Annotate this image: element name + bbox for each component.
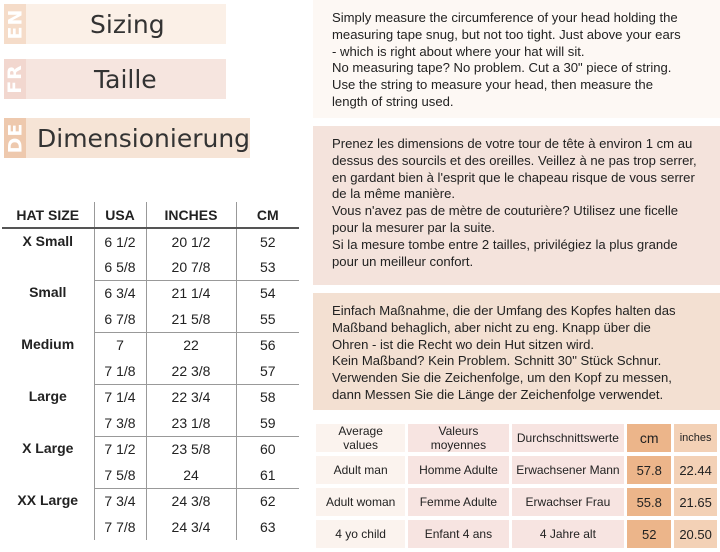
inches-value: 23 1/8 — [146, 410, 236, 436]
usa-value: 6 1/2 — [94, 228, 146, 254]
header-inches: inches — [674, 424, 717, 452]
usa-value: 7 3/4 — [94, 488, 146, 514]
usa-value: 6 3/4 — [94, 280, 146, 306]
instruction-line: length of string used. — [332, 93, 454, 109]
inches-value: 22 — [146, 332, 236, 358]
label-de: Erwachsener Mann — [512, 456, 625, 484]
label-fr: Femme Adulte — [408, 488, 508, 516]
header-cm: CM — [236, 202, 299, 228]
header-inches: INCHES — [146, 202, 236, 228]
instruction-line: Use the string to measure your head, then measure the — [332, 77, 653, 93]
table-row — [2, 384, 299, 410]
instructions-fr — [313, 126, 720, 285]
usa-value: 6 7/8 — [94, 306, 146, 332]
average-header-row — [316, 424, 717, 452]
instruction-line: Kein Maßband? Kein Problem. Schnitt 30" Stück Schnur. — [332, 353, 662, 369]
value-cm: 52 — [627, 520, 671, 548]
lang-title-en: Sizing — [26, 4, 226, 44]
usa-value: 7 — [94, 332, 146, 358]
table-row — [2, 280, 299, 306]
table-row — [2, 228, 299, 254]
instruction-line: dann Messen Sie die Länge der Zeichenfolge verwendet. — [332, 386, 664, 402]
cm-value: 57 — [236, 358, 299, 384]
instruction-line: Prenez les dimensions de votre tour de tête à environ 1 cm au — [332, 136, 693, 151]
inches-value: 22 3/4 — [146, 384, 236, 410]
inches-value: 24 3/4 — [146, 514, 236, 540]
instruction-line: Verwenden Sie die Zeichenfolge, um den Kopf zu messen, — [332, 370, 672, 386]
table-row — [316, 456, 717, 484]
lang-title-fr: Taille — [26, 59, 226, 99]
header-usa: USA — [94, 202, 146, 228]
inches-value: 24 — [146, 462, 236, 488]
size-label: X Small — [2, 228, 94, 280]
header-hat-size: HAT SIZE — [2, 202, 94, 228]
average-values-table — [313, 420, 720, 552]
size-label: XX Large — [2, 488, 94, 540]
value-inches: 22.44 — [674, 456, 717, 484]
cm-value: 60 — [259, 441, 276, 458]
label-en: 4 yo child — [316, 520, 405, 548]
size-label: Small — [2, 280, 94, 332]
usa-value: 7 1/2 — [94, 436, 146, 462]
instruction-line: Maßband behaglich, aber nicht zu eng. Knapp über die — [332, 319, 651, 335]
size-table-header-row — [2, 202, 299, 228]
cm-value: 58 — [259, 389, 276, 406]
cm-value: 59 — [236, 410, 299, 436]
cm-value: 53 — [236, 254, 299, 280]
size-label: Medium — [2, 332, 94, 384]
usa-value: 7 1/4 — [94, 384, 146, 410]
instruction-line: - which is right about where your hat will sit. — [332, 43, 585, 59]
instruction-line: dessus des sourcils et des oreilles. Veillez à ne pas trop serrer, — [332, 152, 697, 168]
instruction-line: Simply measure the circumference of your head holding the — [332, 10, 678, 25]
lang-header-en — [4, 4, 226, 44]
lang-header-fr — [4, 59, 226, 99]
instruction-line: Vous n'avez pas de mètre de couturière? Utilisez une ficelle — [332, 203, 679, 219]
usa-value: 7 1/8 — [94, 358, 146, 384]
inches-value: 23 5/8 — [146, 436, 236, 462]
instruction-line: de la même manière. — [332, 186, 455, 202]
lang-title-de: Dimensionierung — [26, 118, 250, 158]
header-average-values: Average values — [316, 424, 405, 452]
inches-value: 24 3/8 — [146, 488, 236, 514]
table-row — [316, 488, 717, 516]
instruction-line: No measuring tape? No problem. Cut a 30" piece of string. — [332, 60, 672, 76]
cm-value: 52 — [259, 233, 276, 250]
usa-value: 6 5/8 — [94, 254, 146, 280]
header-durchschnittswerte: Durchschnittswerte — [512, 424, 625, 452]
size-label: Large — [2, 384, 94, 436]
instruction-line: Si la mesure tombe entre 2 tailles, privilégiez la plus grande — [332, 236, 678, 252]
label-de: Erwachser Frau — [512, 488, 625, 516]
instructions-en — [313, 0, 720, 118]
usa-value: 7 3/8 — [94, 410, 146, 436]
instruction-line: en gardant bien à l'esprit que le chapeau risque de vous serrer — [332, 169, 695, 185]
label-fr: Enfant 4 ans — [408, 520, 508, 548]
instruction-line: pour la mesurer par la suite. — [332, 219, 496, 235]
label-de: 4 Jahre alt — [512, 520, 625, 548]
size-label: X Large — [2, 436, 94, 488]
lang-code-de: DE — [4, 118, 26, 158]
lang-code-fr: FR — [4, 59, 26, 99]
header-cm: cm — [627, 424, 671, 452]
table-row — [2, 488, 299, 514]
inches-value: 21 5/8 — [146, 306, 236, 332]
label-fr: Homme Adulte — [408, 456, 508, 484]
instruction-line: Ohren - ist die Recht wo dein Hut sitzen wird. — [332, 336, 594, 352]
inches-value: 20 7/8 — [146, 254, 236, 280]
instructions-de — [313, 293, 720, 410]
label-en: Adult man — [316, 456, 405, 484]
lang-header-de — [4, 118, 251, 158]
usa-value: 7 7/8 — [94, 514, 146, 540]
value-cm: 57.8 — [627, 456, 671, 484]
inches-value: 20 1/2 — [146, 228, 236, 254]
header-valeurs-moyennes: Valeurs moyennes — [408, 424, 508, 452]
cm-value: 55 — [236, 306, 299, 332]
cm-value: 54 — [259, 285, 276, 302]
cm-value: 61 — [236, 462, 299, 488]
inches-value: 22 3/8 — [146, 358, 236, 384]
instruction-line: Einfach Maßnahme, die der Umfang des Kopfes halten das — [332, 303, 676, 318]
table-row — [2, 436, 299, 462]
cm-value: 62 — [259, 493, 276, 510]
hat-size-table — [2, 202, 299, 540]
label-en: Adult woman — [316, 488, 405, 516]
usa-value: 7 5/8 — [94, 462, 146, 488]
table-row — [2, 332, 299, 358]
value-inches: 21.65 — [674, 488, 717, 516]
table-row — [316, 520, 717, 548]
value-inches: 20.50 — [674, 520, 717, 548]
cm-value: 63 — [259, 519, 276, 535]
instruction-line: measuring tape snug, but not too tight. Just above your ears — [332, 26, 681, 42]
inches-value: 21 1/4 — [146, 280, 236, 306]
value-cm: 55.8 — [627, 488, 671, 516]
cm-value: 56 — [259, 337, 276, 354]
instruction-line: pour un meilleur confort. — [332, 253, 474, 269]
lang-code-en: EN — [4, 4, 26, 44]
